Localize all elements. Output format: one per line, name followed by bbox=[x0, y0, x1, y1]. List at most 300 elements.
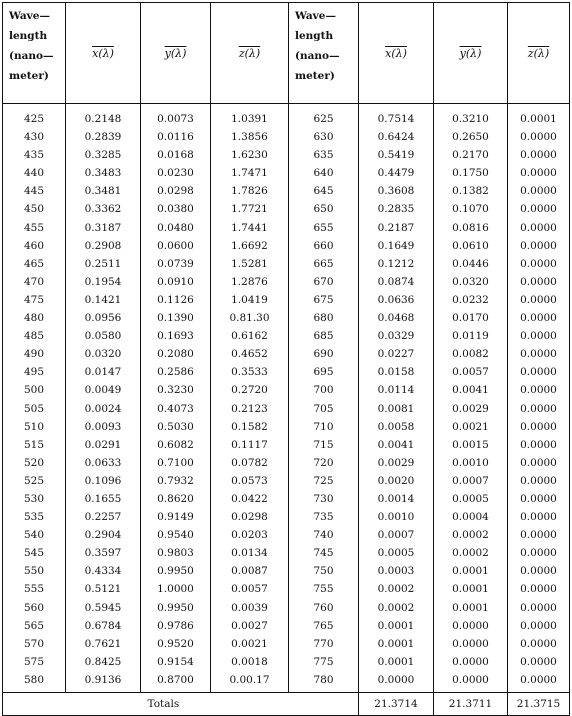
table-row bbox=[3, 490, 570, 508]
x-bar-cell-left: 0.3187 bbox=[66, 219, 141, 237]
z-bar-cell-left: 0.3533 bbox=[211, 363, 289, 381]
y-bar-cell-right: 0.3210 bbox=[434, 104, 508, 129]
wavelength-cell-left: 470 bbox=[3, 273, 66, 291]
wavelength-cell-right: 760 bbox=[289, 599, 359, 617]
y-bar-cell-left: 0.0910 bbox=[141, 273, 211, 291]
y-bar-cell-right: 0.0001 bbox=[434, 599, 508, 617]
table-row bbox=[3, 526, 570, 544]
y-bar-cell-right: 0.0007 bbox=[434, 472, 508, 490]
wavelength-cell-right: 730 bbox=[289, 490, 359, 508]
wavelength-cell-right: 685 bbox=[289, 327, 359, 345]
table-row bbox=[3, 400, 570, 418]
y-bar-cell-right: 0.2650 bbox=[434, 128, 508, 146]
x-bar-cell-left: 0.3597 bbox=[66, 544, 141, 562]
wavelength-cell-left: 530 bbox=[3, 490, 66, 508]
x-bar-cell-right: 0.3608 bbox=[359, 182, 434, 200]
y-bar-cell-left: 0.2586 bbox=[141, 363, 211, 381]
z-bar-cell-left: 0.6162 bbox=[211, 327, 289, 345]
x-bar-cell-left: 0.2839 bbox=[66, 128, 141, 146]
y-bar-cell-right: 0.0446 bbox=[434, 255, 508, 273]
z-bar-cell-right: 0.0000 bbox=[508, 418, 570, 436]
wavelength-cell-left: 430 bbox=[3, 128, 66, 146]
table-row bbox=[3, 418, 570, 436]
x-bar-cell-right: 0.0002 bbox=[359, 580, 434, 598]
header-row bbox=[3, 3, 570, 104]
table-row bbox=[3, 327, 570, 345]
z-bar-cell-right: 0.0000 bbox=[508, 381, 570, 399]
wavelength-cell-left: 555 bbox=[3, 580, 66, 598]
y-bar-cell-left: 0.4073 bbox=[141, 400, 211, 418]
wavelength-cell-left: 480 bbox=[3, 309, 66, 327]
z-bar-cell-left: 0.2123 bbox=[211, 400, 289, 418]
x-bar-cell-left: 0.8425 bbox=[66, 653, 141, 671]
z-bar-cell-right: 0.0000 bbox=[508, 617, 570, 635]
wavelength-cell-right: 770 bbox=[289, 635, 359, 653]
x-bar-cell-right: 0.0029 bbox=[359, 454, 434, 472]
y-bar-cell-left: 0.0739 bbox=[141, 255, 211, 273]
x-bar-cell-left: 0.2148 bbox=[66, 104, 141, 129]
x-bar-cell-left: 0.9136 bbox=[66, 671, 141, 693]
z-bar-cell-left: 0.4652 bbox=[211, 345, 289, 363]
x-bar-cell-left: 0.2511 bbox=[66, 255, 141, 273]
z-bar-cell-left: 1.7441 bbox=[211, 219, 289, 237]
wavelength-cell-left: 485 bbox=[3, 327, 66, 345]
table-row bbox=[3, 273, 570, 291]
y-bar-cell-left: 0.9520 bbox=[141, 635, 211, 653]
wavelength-cell-left: 520 bbox=[3, 454, 66, 472]
z-bar-cell-left: 1.5281 bbox=[211, 255, 289, 273]
wavelength-cell-right: 740 bbox=[289, 526, 359, 544]
wavelength-cell-right: 635 bbox=[289, 146, 359, 164]
x-bar-cell-left: 0.0320 bbox=[66, 345, 141, 363]
x-bar-cell-right: 0.0020 bbox=[359, 472, 434, 490]
z-bar-cell-left: 1.3856 bbox=[211, 128, 289, 146]
wavelength-cell-left: 440 bbox=[3, 164, 66, 182]
table-row bbox=[3, 104, 570, 129]
z-bar-cell-right: 0.0000 bbox=[508, 146, 570, 164]
wavelength-cell-right: 675 bbox=[289, 291, 359, 309]
z-bar-cell-left: 0.1582 bbox=[211, 418, 289, 436]
z-bar-cell-left: 0.0039 bbox=[211, 599, 289, 617]
wavelength-cell-left: 550 bbox=[3, 562, 66, 580]
x-bar-cell-left: 0.3481 bbox=[66, 182, 141, 200]
x-bar-cell-right: 0.0041 bbox=[359, 436, 434, 454]
x-bar-cell-left: 0.2908 bbox=[66, 237, 141, 255]
y-bar-cell-left: 0.0600 bbox=[141, 237, 211, 255]
z-bar-cell-right: 0.0000 bbox=[508, 237, 570, 255]
z-bar-cell-left: 0.0027 bbox=[211, 617, 289, 635]
totals-label: Totals bbox=[66, 693, 359, 716]
wavelength-cell-right: 780 bbox=[289, 671, 359, 693]
x-bar-cell-right: 0.7514 bbox=[359, 104, 434, 129]
wavelength-cell-right: 745 bbox=[289, 544, 359, 562]
x-bar-cell-right: 0.0010 bbox=[359, 508, 434, 526]
x-bar-cell-left: 0.3285 bbox=[66, 146, 141, 164]
y-bar-cell-left: 0.9950 bbox=[141, 562, 211, 580]
y-bar-cell-left: 0.0116 bbox=[141, 128, 211, 146]
x-bar-cell-left: 0.0093 bbox=[66, 418, 141, 436]
header-wavelength-right: Wave— length (nano— meter) bbox=[289, 3, 359, 104]
x-bar-cell-right: 0.6424 bbox=[359, 128, 434, 146]
y-bar-cell-left: 0.9149 bbox=[141, 508, 211, 526]
table-row bbox=[3, 617, 570, 635]
table-row bbox=[3, 653, 570, 671]
header-wavelength-left: Wave— length (nano— meter) bbox=[3, 3, 66, 104]
wavelength-cell-right: 650 bbox=[289, 200, 359, 218]
x-bar-cell-left: 0.1421 bbox=[66, 291, 141, 309]
z-bar-cell-left: 0.0422 bbox=[211, 490, 289, 508]
x-bar-cell-right: 0.2187 bbox=[359, 219, 434, 237]
x-bar-cell-right: 0.2835 bbox=[359, 200, 434, 218]
z-bar-cell-left: 1.7721 bbox=[211, 200, 289, 218]
header-z-right: z(λ) bbox=[508, 3, 570, 104]
wavelength-cell-left: 510 bbox=[3, 418, 66, 436]
z-bar-cell-right: 0.0000 bbox=[508, 454, 570, 472]
x-bar-cell-right: 0.0636 bbox=[359, 291, 434, 309]
y-bar-cell-right: 0.1382 bbox=[434, 182, 508, 200]
x-bar-cell-left: 0.0049 bbox=[66, 381, 141, 399]
z-bar-cell-left: 0.0782 bbox=[211, 454, 289, 472]
table-row bbox=[3, 436, 570, 454]
wavelength-cell-right: 700 bbox=[289, 381, 359, 399]
wavelength-cell-left: 505 bbox=[3, 400, 66, 418]
z-bar-cell-right: 0.0000 bbox=[508, 219, 570, 237]
table-row bbox=[3, 454, 570, 472]
x-bar-cell-left: 0.3483 bbox=[66, 164, 141, 182]
x-bar-cell-right: 0.0000 bbox=[359, 671, 434, 693]
table-row bbox=[3, 237, 570, 255]
y-bar-cell-right: 0.0232 bbox=[434, 291, 508, 309]
y-bar-cell-left: 0.9540 bbox=[141, 526, 211, 544]
x-bar-cell-right: 0.0874 bbox=[359, 273, 434, 291]
wavelength-cell-left: 495 bbox=[3, 363, 66, 381]
y-bar-cell-right: 0.1750 bbox=[434, 164, 508, 182]
y-bar-cell-left: 0.7932 bbox=[141, 472, 211, 490]
z-bar-cell-right: 0.0000 bbox=[508, 345, 570, 363]
x-bar-cell-left: 0.3362 bbox=[66, 200, 141, 218]
y-bar-cell-left: 0.7100 bbox=[141, 454, 211, 472]
y-bar-cell-right: 0.0170 bbox=[434, 309, 508, 327]
x-bar-cell-right: 0.4479 bbox=[359, 164, 434, 182]
table-row bbox=[3, 635, 570, 653]
y-bar-cell-left: 0.1390 bbox=[141, 309, 211, 327]
z-bar-cell-right: 0.0000 bbox=[508, 363, 570, 381]
wavelength-cell-right: 725 bbox=[289, 472, 359, 490]
z-bar-cell-left: 1.2876 bbox=[211, 273, 289, 291]
wavelength-cell-left: 445 bbox=[3, 182, 66, 200]
z-bar-cell-right: 0.0000 bbox=[508, 653, 570, 671]
z-bar-cell-left: 1.7826 bbox=[211, 182, 289, 200]
wavelength-cell-right: 690 bbox=[289, 345, 359, 363]
header-y-right: y(λ) bbox=[434, 3, 508, 104]
x-bar-cell-left: 0.5121 bbox=[66, 580, 141, 598]
x-bar-cell-left: 0.4334 bbox=[66, 562, 141, 580]
y-bar-cell-left: 0.9803 bbox=[141, 544, 211, 562]
table-row bbox=[3, 599, 570, 617]
x-bar-cell-left: 0.0147 bbox=[66, 363, 141, 381]
x-bar-cell-left: 0.0956 bbox=[66, 309, 141, 327]
header-x-left: x(λ) bbox=[66, 3, 141, 104]
wavelength-cell-left: 535 bbox=[3, 508, 66, 526]
y-bar-cell-left: 0.0380 bbox=[141, 200, 211, 218]
wavelength-cell-right: 630 bbox=[289, 128, 359, 146]
x-bar-cell-right: 0.5419 bbox=[359, 146, 434, 164]
wavelength-cell-left: 455 bbox=[3, 219, 66, 237]
x-bar-cell-left: 0.2257 bbox=[66, 508, 141, 526]
y-bar-cell-right: 0.0119 bbox=[434, 327, 508, 345]
y-bar-cell-right: 0.0001 bbox=[434, 580, 508, 598]
wavelength-cell-left: 580 bbox=[3, 671, 66, 693]
z-bar-cell-right: 0.0000 bbox=[508, 291, 570, 309]
z-bar-cell-right: 0.0000 bbox=[508, 544, 570, 562]
x-bar-cell-right: 0.0001 bbox=[359, 617, 434, 635]
table-row bbox=[3, 381, 570, 399]
wavelength-cell-right: 750 bbox=[289, 562, 359, 580]
z-bar-cell-right: 0.0000 bbox=[508, 526, 570, 544]
y-bar-cell-right: 0.0610 bbox=[434, 237, 508, 255]
x-bar-cell-left: 0.5945 bbox=[66, 599, 141, 617]
table-row bbox=[3, 472, 570, 490]
totals-blank bbox=[3, 693, 66, 716]
z-bar-cell-left: 0.00.17 bbox=[211, 671, 289, 693]
x-bar-cell-left: 0.7621 bbox=[66, 635, 141, 653]
wavelength-cell-left: 570 bbox=[3, 635, 66, 653]
y-bar-cell-left: 0.8700 bbox=[141, 671, 211, 693]
y-bar-cell-right: 0.0057 bbox=[434, 363, 508, 381]
y-bar-cell-left: 0.2080 bbox=[141, 345, 211, 363]
header-y-left: y(λ) bbox=[141, 3, 211, 104]
y-bar-cell-right: 0.0029 bbox=[434, 400, 508, 418]
x-bar-cell-right: 0.0014 bbox=[359, 490, 434, 508]
y-bar-cell-right: 0.0082 bbox=[434, 345, 508, 363]
z-bar-cell-left: 1.6692 bbox=[211, 237, 289, 255]
z-bar-cell-left: 1.6230 bbox=[211, 146, 289, 164]
y-bar-cell-right: 0.0015 bbox=[434, 436, 508, 454]
z-bar-cell-right: 0.0000 bbox=[508, 128, 570, 146]
x-bar-cell-left: 0.0580 bbox=[66, 327, 141, 345]
z-bar-cell-left: 1.7471 bbox=[211, 164, 289, 182]
wavelength-cell-right: 755 bbox=[289, 580, 359, 598]
y-bar-cell-right: 0.0002 bbox=[434, 526, 508, 544]
z-bar-cell-right: 0.0000 bbox=[508, 164, 570, 182]
x-bar-cell-left: 0.1096 bbox=[66, 472, 141, 490]
x-bar-cell-right: 0.0329 bbox=[359, 327, 434, 345]
color-matching-table bbox=[2, 2, 570, 716]
wavelength-cell-left: 575 bbox=[3, 653, 66, 671]
wavelength-cell-left: 425 bbox=[3, 104, 66, 129]
z-bar-cell-right: 0.0000 bbox=[508, 671, 570, 693]
table-row bbox=[3, 508, 570, 526]
table-row bbox=[3, 182, 570, 200]
x-bar-cell-right: 0.0081 bbox=[359, 400, 434, 418]
wavelength-cell-left: 465 bbox=[3, 255, 66, 273]
table-row bbox=[3, 219, 570, 237]
x-bar-cell-left: 0.1655 bbox=[66, 490, 141, 508]
y-bar-cell-left: 1.0000 bbox=[141, 580, 211, 598]
wavelength-cell-right: 640 bbox=[289, 164, 359, 182]
y-bar-cell-left: 0.5030 bbox=[141, 418, 211, 436]
y-bar-cell-right: 0.0320 bbox=[434, 273, 508, 291]
wavelength-cell-left: 515 bbox=[3, 436, 66, 454]
z-bar-cell-right: 0.0000 bbox=[508, 327, 570, 345]
z-bar-cell-left: 1.0391 bbox=[211, 104, 289, 129]
z-bar-cell-right: 0.0000 bbox=[508, 490, 570, 508]
z-bar-cell-right: 0.0000 bbox=[508, 562, 570, 580]
z-bar-cell-left: 0.0203 bbox=[211, 526, 289, 544]
z-bar-cell-right: 0.0000 bbox=[508, 309, 570, 327]
table-row bbox=[3, 146, 570, 164]
z-bar-cell-left: 0.1117 bbox=[211, 436, 289, 454]
wavelength-cell-left: 560 bbox=[3, 599, 66, 617]
x-bar-cell-left: 0.6784 bbox=[66, 617, 141, 635]
y-bar-cell-left: 0.0480 bbox=[141, 219, 211, 237]
wavelength-cell-left: 475 bbox=[3, 291, 66, 309]
z-bar-cell-left: 1.0419 bbox=[211, 291, 289, 309]
wavelength-cell-right: 715 bbox=[289, 436, 359, 454]
wavelength-cell-left: 525 bbox=[3, 472, 66, 490]
y-bar-cell-right: 0.1070 bbox=[434, 200, 508, 218]
wavelength-cell-right: 695 bbox=[289, 363, 359, 381]
table-row bbox=[3, 580, 570, 598]
z-bar-cell-left: 0.0087 bbox=[211, 562, 289, 580]
x-bar-cell-right: 0.0005 bbox=[359, 544, 434, 562]
y-bar-cell-right: 0.0002 bbox=[434, 544, 508, 562]
y-bar-cell-right: 0.0000 bbox=[434, 617, 508, 635]
table-row bbox=[3, 345, 570, 363]
x-bar-cell-right: 0.0158 bbox=[359, 363, 434, 381]
z-bar-cell-right: 0.0001 bbox=[508, 104, 570, 129]
z-bar-cell-left: 0.0057 bbox=[211, 580, 289, 598]
table-row bbox=[3, 309, 570, 327]
total-z: 21.3715 bbox=[508, 693, 570, 716]
x-bar-cell-right: 0.0001 bbox=[359, 653, 434, 671]
y-bar-cell-right: 0.0010 bbox=[434, 454, 508, 472]
y-bar-cell-right: 0.0000 bbox=[434, 653, 508, 671]
z-bar-cell-right: 0.0000 bbox=[508, 273, 570, 291]
wavelength-cell-left: 540 bbox=[3, 526, 66, 544]
table-row bbox=[3, 200, 570, 218]
table-row bbox=[3, 164, 570, 182]
z-bar-cell-right: 0.0000 bbox=[508, 200, 570, 218]
z-bar-cell-left: 0.0298 bbox=[211, 508, 289, 526]
wavelength-cell-right: 655 bbox=[289, 219, 359, 237]
table-row bbox=[3, 363, 570, 381]
y-bar-cell-left: 0.0168 bbox=[141, 146, 211, 164]
wavelength-cell-right: 625 bbox=[289, 104, 359, 129]
z-bar-cell-right: 0.0000 bbox=[508, 508, 570, 526]
wavelength-cell-right: 775 bbox=[289, 653, 359, 671]
y-bar-cell-right: 0.2170 bbox=[434, 146, 508, 164]
wavelength-cell-right: 735 bbox=[289, 508, 359, 526]
z-bar-cell-right: 0.0000 bbox=[508, 255, 570, 273]
y-bar-cell-left: 0.1126 bbox=[141, 291, 211, 309]
totals-row bbox=[3, 693, 570, 716]
wavelength-cell-right: 645 bbox=[289, 182, 359, 200]
wavelength-cell-right: 710 bbox=[289, 418, 359, 436]
z-bar-cell-right: 0.0000 bbox=[508, 472, 570, 490]
y-bar-cell-right: 0.0000 bbox=[434, 635, 508, 653]
y-bar-cell-left: 0.6082 bbox=[141, 436, 211, 454]
wavelength-cell-right: 680 bbox=[289, 309, 359, 327]
x-bar-cell-left: 0.0291 bbox=[66, 436, 141, 454]
wavelength-cell-left: 435 bbox=[3, 146, 66, 164]
y-bar-cell-left: 0.1693 bbox=[141, 327, 211, 345]
wavelength-cell-left: 490 bbox=[3, 345, 66, 363]
table-row bbox=[3, 128, 570, 146]
wavelength-cell-right: 665 bbox=[289, 255, 359, 273]
wavelength-cell-right: 660 bbox=[289, 237, 359, 255]
z-bar-cell-left: 0.0021 bbox=[211, 635, 289, 653]
x-bar-cell-right: 0.1649 bbox=[359, 237, 434, 255]
x-bar-cell-left: 0.0024 bbox=[66, 400, 141, 418]
total-x: 21.3714 bbox=[359, 693, 434, 716]
y-bar-cell-left: 0.0230 bbox=[141, 164, 211, 182]
z-bar-cell-left: 0.81.30 bbox=[211, 309, 289, 327]
y-bar-cell-left: 0.8620 bbox=[141, 490, 211, 508]
y-bar-cell-right: 0.0004 bbox=[434, 508, 508, 526]
x-bar-cell-right: 0.0007 bbox=[359, 526, 434, 544]
x-bar-cell-right: 0.0003 bbox=[359, 562, 434, 580]
z-bar-cell-left: 0.2720 bbox=[211, 381, 289, 399]
y-bar-cell-right: 0.0021 bbox=[434, 418, 508, 436]
x-bar-cell-right: 0.0001 bbox=[359, 635, 434, 653]
y-bar-cell-left: 0.9786 bbox=[141, 617, 211, 635]
table-row bbox=[3, 671, 570, 693]
y-bar-cell-right: 0.0005 bbox=[434, 490, 508, 508]
table-row bbox=[3, 562, 570, 580]
x-bar-cell-right: 0.0058 bbox=[359, 418, 434, 436]
x-bar-cell-left: 0.0633 bbox=[66, 454, 141, 472]
z-bar-cell-right: 0.0000 bbox=[508, 599, 570, 617]
wavelength-cell-right: 670 bbox=[289, 273, 359, 291]
y-bar-cell-left: 0.0073 bbox=[141, 104, 211, 129]
z-bar-cell-right: 0.0000 bbox=[508, 400, 570, 418]
x-bar-cell-right: 0.0114 bbox=[359, 381, 434, 399]
wavelength-cell-right: 765 bbox=[289, 617, 359, 635]
z-bar-cell-right: 0.0000 bbox=[508, 182, 570, 200]
y-bar-cell-right: 0.0001 bbox=[434, 562, 508, 580]
total-y: 21.3711 bbox=[434, 693, 508, 716]
y-bar-cell-right: 0.0816 bbox=[434, 219, 508, 237]
z-bar-cell-right: 0.0000 bbox=[508, 580, 570, 598]
x-bar-cell-left: 0.2904 bbox=[66, 526, 141, 544]
y-bar-cell-left: 0.3230 bbox=[141, 381, 211, 399]
header-x-right: x(λ) bbox=[359, 3, 434, 104]
z-bar-cell-left: 0.0018 bbox=[211, 653, 289, 671]
wavelength-cell-right: 705 bbox=[289, 400, 359, 418]
x-bar-cell-right: 0.0227 bbox=[359, 345, 434, 363]
y-bar-cell-left: 0.0298 bbox=[141, 182, 211, 200]
z-bar-cell-left: 0.0573 bbox=[211, 472, 289, 490]
y-bar-cell-right: 0.0000 bbox=[434, 671, 508, 693]
x-bar-cell-right: 0.0002 bbox=[359, 599, 434, 617]
table-row bbox=[3, 291, 570, 309]
wavelength-cell-left: 460 bbox=[3, 237, 66, 255]
header-z-left: z(λ) bbox=[211, 3, 289, 104]
wavelength-cell-left: 500 bbox=[3, 381, 66, 399]
z-bar-cell-left: 0.0134 bbox=[211, 544, 289, 562]
wavelength-cell-left: 545 bbox=[3, 544, 66, 562]
y-bar-cell-left: 0.9154 bbox=[141, 653, 211, 671]
z-bar-cell-right: 0.0000 bbox=[508, 635, 570, 653]
table-body bbox=[3, 104, 570, 693]
table-row bbox=[3, 544, 570, 562]
x-bar-cell-left: 0.1954 bbox=[66, 273, 141, 291]
y-bar-cell-left: 0.9950 bbox=[141, 599, 211, 617]
wavelength-cell-right: 720 bbox=[289, 454, 359, 472]
x-bar-cell-right: 0.0468 bbox=[359, 309, 434, 327]
x-bar-cell-right: 0.1212 bbox=[359, 255, 434, 273]
